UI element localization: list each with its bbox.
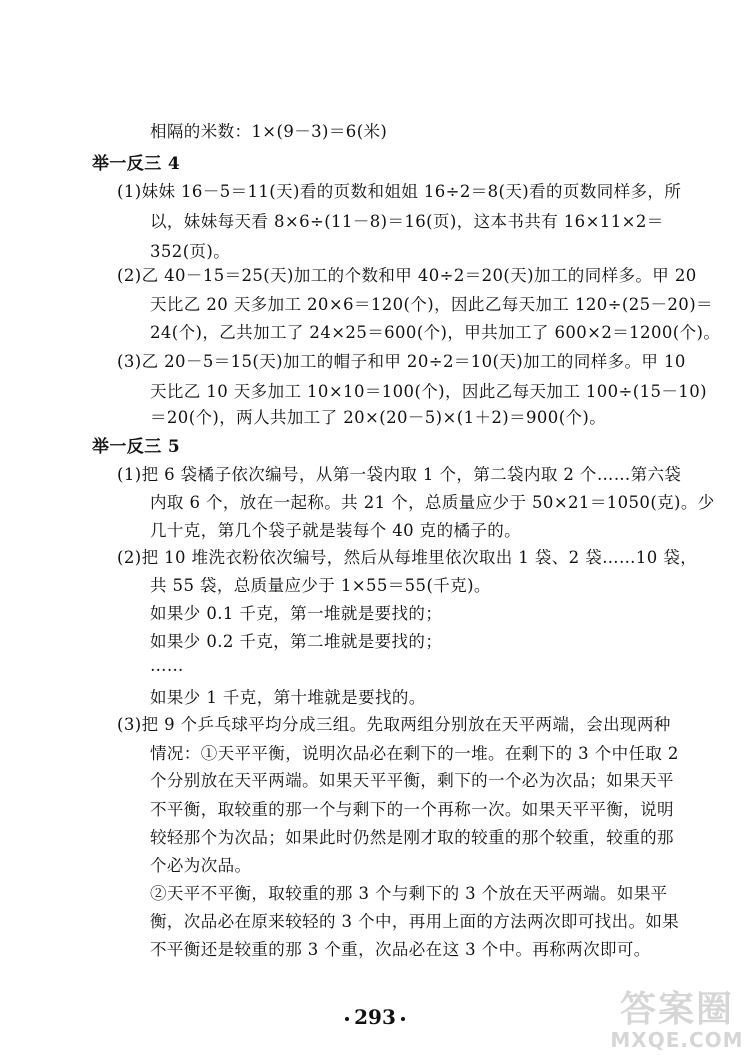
text-line: 几十克，第几个袋子就是装每个 40 克的橘子的。 bbox=[150, 521, 522, 540]
text-line: (3)把 9 个乒乓球平均分成三组。先取两组分别放在天平两端，会出现两种 bbox=[117, 715, 671, 734]
text-line: …… bbox=[150, 656, 184, 675]
text-line: 如果少 1 千克，第十堆就是要找的。 bbox=[150, 688, 426, 707]
text-line: 共 55 袋，总质量应少于 1×55＝55(千克)。 bbox=[150, 576, 491, 595]
text-line: 如果少 0.1 千克，第一堆就是要找的； bbox=[150, 604, 443, 623]
text-line: (1)妹妹 16－5＝11(天)看的页数和姐姐 16÷2＝8(天)看的页数同样多，所 bbox=[117, 182, 682, 201]
text-line: 情况：①天平平衡，说明次品必在剩下的一堆。在剩下的 3 个中任取 2 bbox=[150, 744, 679, 763]
text-line: ＝20(个)，两人共加工了 20×(20－5)×(1＋2)＝900(个)。 bbox=[150, 408, 607, 427]
watermark-url: MXQE.COM bbox=[610, 1028, 744, 1052]
text-line: 个分别放在天平两端。如果天平平衡，剩下的一个必为次品；如果天平 bbox=[150, 771, 674, 790]
text-line: (3)乙 20－5＝15(天)加工的帽子和甲 20÷2＝10(天)加工的同样多。甲 10 bbox=[117, 352, 686, 371]
text-line: 352(页)。 bbox=[150, 242, 231, 261]
text-line: 较轻那个为次品；如果此时仍然是刚才取的较重的那个较重，较重的那 bbox=[150, 828, 674, 847]
text-line: (2)乙 40－15＝25(天)加工的个数和甲 40÷2＝20(天)加工的同样多。甲 20 bbox=[117, 266, 697, 285]
text-line: (1)把 6 袋橘子依次编号，从第一袋内取 1 个，第二袋内取 2 个……第六袋 bbox=[117, 465, 682, 484]
dot-ornament bbox=[401, 1017, 405, 1021]
text-line: 天比乙 10 天多加工 10×10＝100(个)，因此乙每天加工 100÷(15－10) bbox=[150, 382, 707, 401]
text-line: 个必为次品。 bbox=[150, 856, 252, 875]
text-line: 相隔的米数：1×(9－3)＝6(米) bbox=[150, 122, 388, 141]
text-line: 24(个)，乙共加工了 24×25＝600(个)，甲共加工了 600×2＝1200(个)。 bbox=[150, 323, 721, 342]
watermark-logo-mark: 答案圈 bbox=[619, 989, 734, 1030]
text-line: 以，妹妹每天看 8×6÷(11－8)＝16(页)，这本书共有 16×11×2＝ bbox=[150, 212, 664, 231]
text-line: 内取 6 个，放在一起称。共 21 个，总质量应少于 50×21＝1050(克)。少 bbox=[150, 493, 715, 512]
text-line: 不平衡还是较重的那 3 个重，次品必在这 3 个中。再称两次即可。 bbox=[150, 940, 651, 959]
text-line: ②天平不平衡，取较重的那 3 个与剩下的 3 个放在天平两端。如果平 bbox=[150, 884, 668, 903]
dot-ornament bbox=[345, 1017, 349, 1021]
text-line: 天比乙 20 天多加工 20×6＝120(个)，因此乙每天加工 120÷(25－20)＝ bbox=[150, 295, 713, 314]
text-line: 衡，次品必在原来较轻的 3 个中，再用上面的方法两次即可找出。如果 bbox=[150, 912, 680, 931]
section-heading: 举一反三 5 bbox=[92, 437, 181, 457]
text-line: (2)把 10 堆洗衣粉依次编号，然后从每堆里依次取出 1 袋、2 袋……10 袋， bbox=[117, 548, 698, 567]
page-number-text: 293 bbox=[354, 1005, 396, 1029]
watermark-logo bbox=[608, 990, 746, 1050]
text-line: 不平衡，取较重的那一个与剩下的一个再称一次。如果天平平衡，说明 bbox=[150, 800, 674, 819]
text-line: 如果少 0.2 千克，第二堆就是要找的； bbox=[150, 632, 443, 651]
section-heading: 举一反三 4 bbox=[92, 154, 181, 174]
